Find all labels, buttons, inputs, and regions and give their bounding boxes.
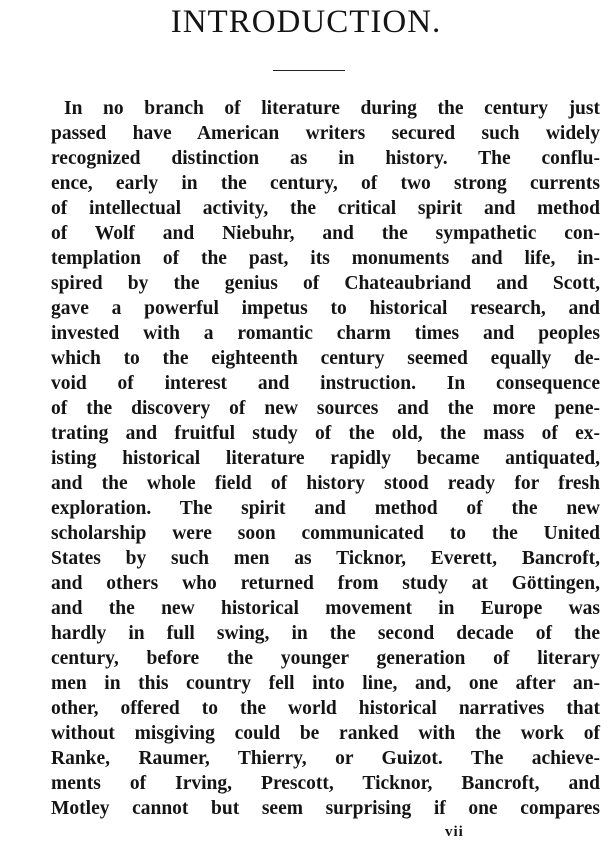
paragraph-line: recognized distinction as in history. The conflu- xyxy=(51,148,600,169)
paragraph-line: In no branch of literature during the century just xyxy=(64,98,600,119)
paragraph-line: men in this country fell into line, and, one after an- xyxy=(51,673,600,694)
paragraph-line: hardly in full swing, in the second decade of the xyxy=(51,623,600,644)
paragraph-line: scholarship were soon communicated to the United xyxy=(51,523,600,544)
paragraph-line: States by such men as Ticknor, Everett, Bancroft, xyxy=(51,548,600,569)
paragraph-line: of Wolf and Niebuhr, and the sympathetic con- xyxy=(51,223,600,244)
paragraph-line: without misgiving could be ranked with the work of xyxy=(51,723,600,744)
paragraph-line: gave a powerful impetus to historical research, and xyxy=(51,298,600,319)
paragraph-line: which to the eighteenth century seemed equally de- xyxy=(51,348,600,369)
chapter-title: INTRODUCTION. xyxy=(170,4,442,40)
page-number: vii xyxy=(445,824,464,840)
paragraph-line: exploration. The spirit and method of the new xyxy=(51,498,600,519)
paragraph-line: and the whole field of history stood ready for fresh xyxy=(51,473,600,494)
paragraph-line: isting historical literature rapidly became antiquated, xyxy=(51,448,600,469)
paragraph-line: Motley cannot but seem surprising if one compares xyxy=(51,798,600,819)
paragraph-line: spired by the genius of Chateaubriand and Scott, xyxy=(51,273,600,294)
paragraph-line: of intellectual activity, the critical spirit and method xyxy=(51,198,600,219)
paragraph-line: trating and fruitful study of the old, the mass of ex- xyxy=(51,423,600,444)
paragraph-line: passed have American writers secured such widely xyxy=(51,123,600,144)
paragraph-line: ments of Irving, Prescott, Ticknor, Bancroft, and xyxy=(51,773,600,794)
paragraph-line: ence, early in the century, of two strong currents xyxy=(51,173,600,194)
paragraph-line: void of interest and instruction. In consequence xyxy=(51,373,600,394)
paragraph-line: and the new historical movement in Europe was xyxy=(51,598,600,619)
paragraph-line: invested with a romantic charm times and peoples xyxy=(51,323,600,344)
paragraph-line: templation of the past, its monuments and life, in- xyxy=(51,248,600,269)
paragraph-line: century, before the younger generation of literary xyxy=(51,648,600,669)
paragraph-line: Ranke, Raumer, Thierry, or Guizot. The achieve- xyxy=(51,748,600,769)
title-rule xyxy=(273,70,345,71)
paragraph-line: and others who returned from study at Göttingen, xyxy=(51,573,600,594)
paragraph-line: other, offered to the world historical narratives that xyxy=(51,698,600,719)
paragraph-line: of the discovery of new sources and the more pene- xyxy=(51,398,600,419)
